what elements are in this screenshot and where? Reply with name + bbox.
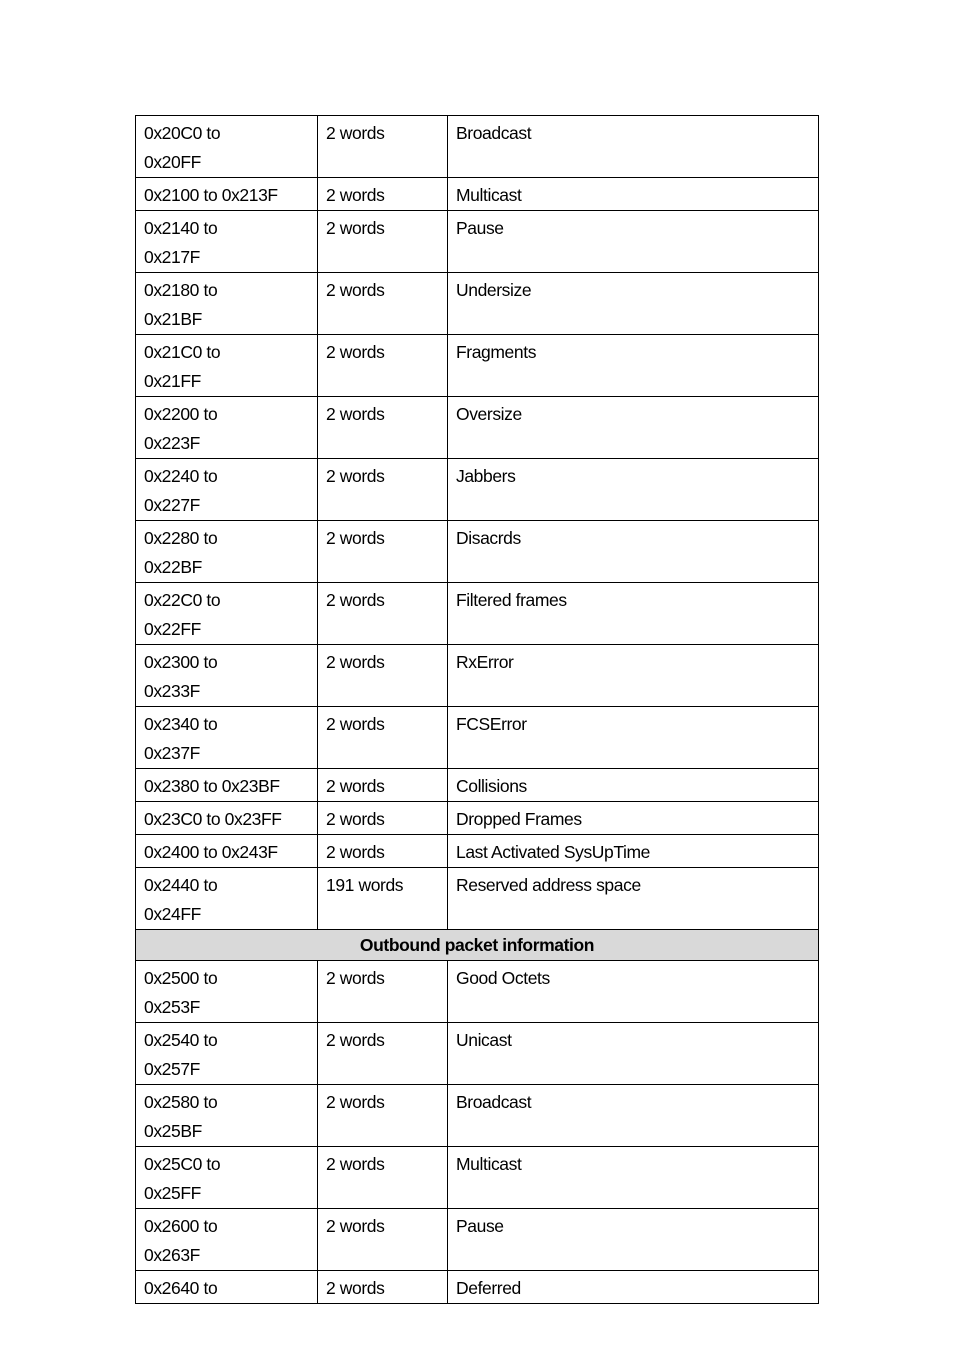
table-row (136, 116, 819, 178)
address-range-line: 0x237F (144, 743, 200, 763)
description-cell: Jabbers (448, 459, 819, 521)
description-cell: Oversize (448, 397, 819, 459)
address-range-line: 0x253F (144, 997, 200, 1017)
address-range-line: 0x22C0 to (144, 590, 221, 610)
table-row (136, 211, 819, 273)
address-range-line: 0x263F (144, 1245, 200, 1265)
table-row (136, 459, 819, 521)
address-range-cell (136, 397, 318, 459)
address-range-cell (136, 1023, 318, 1085)
address-range-line: 0x217F (144, 247, 200, 267)
address-range-cell (136, 1271, 318, 1304)
size-cell: 2 words (318, 1271, 448, 1304)
address-range-line: 0x227F (144, 495, 200, 515)
description-cell: Dropped Frames (448, 802, 819, 835)
table-row (136, 1271, 819, 1304)
address-range-line: 0x22FF (144, 619, 201, 639)
size-cell: 2 words (318, 1023, 448, 1085)
section-heading: Outbound packet information (136, 930, 819, 961)
table-row (136, 1023, 819, 1085)
size-cell: 2 words (318, 769, 448, 802)
address-range-line: 0x223F (144, 433, 200, 453)
description-cell: Good Octets (448, 961, 819, 1023)
size-cell: 2 words (318, 961, 448, 1023)
table-row (136, 1147, 819, 1209)
address-range-cell (136, 707, 318, 769)
size-cell: 2 words (318, 1147, 448, 1209)
address-range-line: 0x2100 to 0x213F (144, 185, 278, 205)
size-cell: 2 words (318, 707, 448, 769)
address-range-line: 0x22BF (144, 557, 202, 577)
address-range-line: 0x21BF (144, 309, 202, 329)
address-range-line: 0x24FF (144, 904, 201, 924)
address-range-cell (136, 1147, 318, 1209)
address-range-line: 0x2180 to (144, 280, 218, 300)
description-cell: Disacrds (448, 521, 819, 583)
description-cell: Broadcast (448, 116, 819, 178)
register-map-table (135, 115, 819, 1304)
address-range-line: 0x2380 to 0x23BF (144, 776, 280, 796)
address-range-cell (136, 211, 318, 273)
address-range-cell (136, 459, 318, 521)
address-range-cell (136, 1209, 318, 1271)
table-body-outbound (136, 961, 819, 1304)
address-range-cell (136, 273, 318, 335)
description-cell: Unicast (448, 1023, 819, 1085)
address-range-cell (136, 645, 318, 707)
description-cell: Undersize (448, 273, 819, 335)
table-row (136, 335, 819, 397)
address-range-line: 0x2140 to (144, 218, 218, 238)
address-range-line: 0x25BF (144, 1121, 202, 1141)
address-range-line: 0x233F (144, 681, 200, 701)
table-row (136, 178, 819, 211)
table-row (136, 521, 819, 583)
address-range-line: 0x257F (144, 1059, 200, 1079)
description-cell: Last Activated SysUpTime (448, 835, 819, 868)
description-cell: Multicast (448, 1147, 819, 1209)
table-row (136, 835, 819, 868)
table-row (136, 1209, 819, 1271)
size-cell: 2 words (318, 802, 448, 835)
address-range-cell (136, 802, 318, 835)
address-range-cell (136, 116, 318, 178)
address-range-line: 0x2200 to (144, 404, 218, 424)
description-cell: RxError (448, 645, 819, 707)
address-range-line: 0x2280 to (144, 528, 218, 548)
address-range-cell (136, 961, 318, 1023)
description-cell: Fragments (448, 335, 819, 397)
address-range-line: 0x2580 to (144, 1092, 218, 1112)
size-cell: 2 words (318, 116, 448, 178)
table-row (136, 961, 819, 1023)
size-cell: 2 words (318, 835, 448, 868)
table-row (136, 1085, 819, 1147)
size-cell: 2 words (318, 645, 448, 707)
address-range-line: 0x21FF (144, 371, 201, 391)
table-row (136, 645, 819, 707)
address-range-cell (136, 178, 318, 211)
address-range-line: 0x2600 to (144, 1216, 218, 1236)
table-row (136, 273, 819, 335)
description-cell: Pause (448, 1209, 819, 1271)
address-range-cell (136, 835, 318, 868)
size-cell: 2 words (318, 1209, 448, 1271)
address-range-line: 0x2540 to (144, 1030, 218, 1050)
address-range-cell (136, 868, 318, 930)
description-cell: Deferred (448, 1271, 819, 1304)
address-range-line: 0x2500 to (144, 968, 218, 988)
description-cell: Pause (448, 211, 819, 273)
size-cell: 2 words (318, 521, 448, 583)
address-range-cell (136, 1085, 318, 1147)
size-cell: 2 words (318, 397, 448, 459)
address-range-line: 0x25C0 to (144, 1154, 221, 1174)
description-cell: FCSError (448, 707, 819, 769)
size-cell: 191 words (318, 868, 448, 930)
address-range-line: 0x2440 to (144, 875, 218, 895)
table-row (136, 868, 819, 930)
address-range-line: 0x2340 to (144, 714, 218, 734)
address-range-cell (136, 335, 318, 397)
table-section (136, 930, 819, 961)
address-range-line: 0x2400 to 0x243F (144, 842, 278, 862)
size-cell: 2 words (318, 211, 448, 273)
size-cell: 2 words (318, 459, 448, 521)
table-body-inbound (136, 116, 819, 930)
table-row (136, 707, 819, 769)
address-range-line: 0x2300 to (144, 652, 218, 672)
description-cell: Reserved address space (448, 868, 819, 930)
section-header-row (136, 930, 819, 961)
address-range-line: 0x20C0 to (144, 123, 221, 143)
address-range-line: 0x23C0 to 0x23FF (144, 809, 282, 829)
size-cell: 2 words (318, 583, 448, 645)
size-cell: 2 words (318, 273, 448, 335)
description-cell: Multicast (448, 178, 819, 211)
address-range-line: 0x25FF (144, 1183, 201, 1203)
address-range-line: 0x2240 to (144, 466, 218, 486)
table-row (136, 397, 819, 459)
size-cell: 2 words (318, 178, 448, 211)
description-cell: Broadcast (448, 1085, 819, 1147)
table-row (136, 769, 819, 802)
table-row (136, 583, 819, 645)
address-range-line: 0x21C0 to (144, 342, 221, 362)
address-range-cell (136, 769, 318, 802)
table-row (136, 802, 819, 835)
address-range-line: 0x20FF (144, 152, 201, 172)
address-range-cell (136, 521, 318, 583)
size-cell: 2 words (318, 335, 448, 397)
address-range-line: 0x2640 to (144, 1278, 218, 1298)
description-cell: Filtered frames (448, 583, 819, 645)
description-cell: Collisions (448, 769, 819, 802)
size-cell: 2 words (318, 1085, 448, 1147)
address-range-cell (136, 583, 318, 645)
